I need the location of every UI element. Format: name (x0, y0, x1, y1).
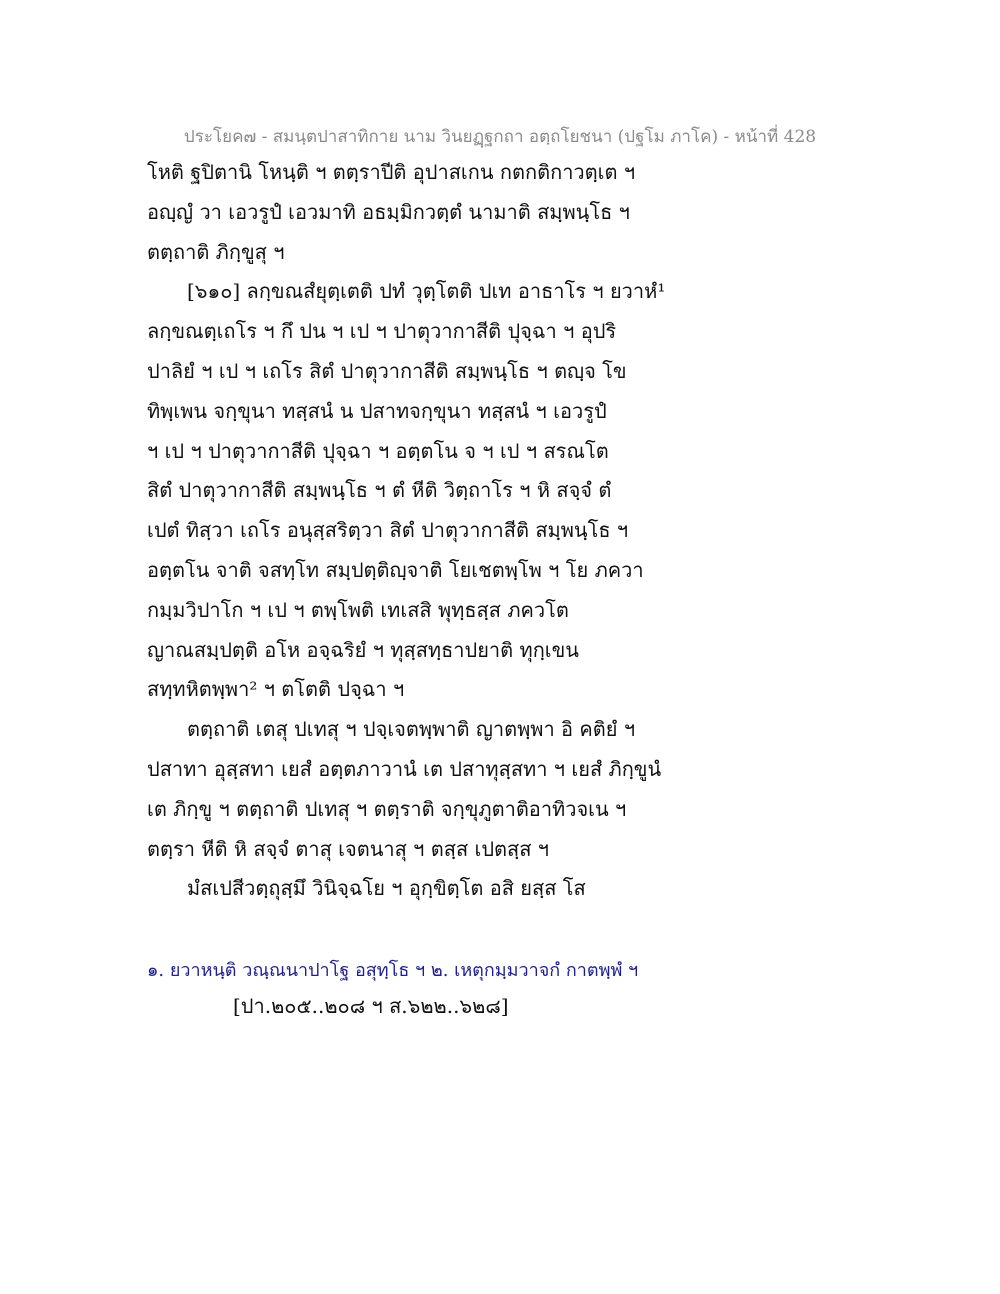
text-line: ตตฺรา หีติ หิ สจฺจํ ตาสุ เจตนาสุ ฯ ตสฺส เปตสฺส ฯ (147, 836, 550, 861)
page-reference: [ปา.๒๐๕..๒๐๘ ฯ ส.๖๒๒..๖๒๘] (233, 994, 509, 1018)
text-line: ปาลิยํ ฯ เป ฯ เถโร สิตํ ปาตุวากาสีติ สมฺพนฺโธ ฯ ตญฺจ โข (147, 358, 627, 383)
paragraph-start-line: มํสเปสีวตฺถุสฺมึ วินิจฺฉโย ฯ อุกฺขิตฺโต อสิ ยสฺส โส (187, 876, 586, 901)
page-header: ประโยค๗ - สมนฺตปาสาทิกาย นาม วินยฏฺฐกถา อตฺถโยชนา (ปฐโม ภาโค) - หน้าที่ 428 (183, 127, 817, 147)
footnote: ๑. ยวาหนฺติ วณฺณนาปาโฐ อสุทฺโธ ฯ ๒. เหตุกมฺมวาจกํ กาตพฺพํ ฯ (147, 960, 639, 981)
text-line: ฯ เป ฯ ปาตุวากาสีติ ปุจฺฉา ฯ อตฺตโน จ ฯ เป ฯ สรณโต (147, 438, 609, 463)
text-line: สิตํ ปาตุวากาสีติ สมฺพนฺโธ ฯ ตํ หีติ วิตฺถาโร ฯ หิ สจฺจํ ตํ (147, 478, 612, 503)
text-line: สทฺทหิตพฺพา² ฯ ตโตติ ปจฺฉา ฯ (147, 677, 405, 702)
text-line: อตฺตโน จาติ จสทฺโท สมฺปตฺติญฺจาติ โยเชตพฺโพ ฯ โย ภควา (147, 557, 644, 582)
text-line: ลกฺขณตฺเถโร ฯ กึ ปน ฯ เป ฯ ปาตุวากาสีติ ปุจฺฉา ฯ อุปริ (147, 319, 617, 344)
text-line: ทิพฺเพน จกฺขุนา ทสฺสนํ น ปสาทจกฺขุนา ทสฺสนํ ฯ เอวรูปํ (147, 398, 607, 423)
paragraph-start-line: ตตฺถาติ เตสุ ปเทสุ ฯ ปจฺเจตพฺพาติ ญาตพฺพา อิ คติยํ ฯ (187, 717, 636, 742)
paragraph-start-line: [๖๑๐] ลกฺขณสํยุตฺเตติ ปทํ วุตฺโตติ ปเท อาธาโร ฯ ยวาหํ¹ (187, 279, 666, 304)
text-line: ญาณสมฺปตฺติ อโห อจฺฉริยํ ฯ ทุสฺสทฺธาปยาติ ทุกฺเขน (147, 637, 579, 662)
text-line: ตตฺถาติ ภิกฺขูสุ ฯ (147, 239, 285, 264)
text-line: อญฺญํ วา เอวรูปํ เอวมาทิ อธมฺมิกวตฺตํ นามาติ สมฺพนฺโธ ฯ (147, 199, 630, 224)
text-line: เปตํ ทิสฺวา เถโร อนุสฺสริตฺวา สิตํ ปาตุวากาสีติ สมฺพนฺโธ ฯ (147, 518, 629, 543)
text-line: ปสาทา อุสฺสทา เยสํ อตฺตภาวานํ เต ปสาทุสฺสทา ฯ เยสํ ภิกฺขูนํ (147, 756, 662, 781)
text-line: เต ภิกฺขู ฯ ตตฺถาติ ปเทสุ ฯ ตตฺราติ จกฺขุภูตาติอาทิวจเน ฯ (147, 796, 627, 821)
body-text (147, 158, 867, 914)
text-line: กมฺมวิปาโก ฯ เป ฯ ตพฺโพติ เทเสสิ พุทฺธสฺส ภควโต (147, 597, 569, 622)
text-line: โหติ ฐปิตานิ โหนฺติ ฯ ตตฺราปีติ อุปาสเกน กตกติกาวตฺเต ฯ (147, 160, 636, 184)
